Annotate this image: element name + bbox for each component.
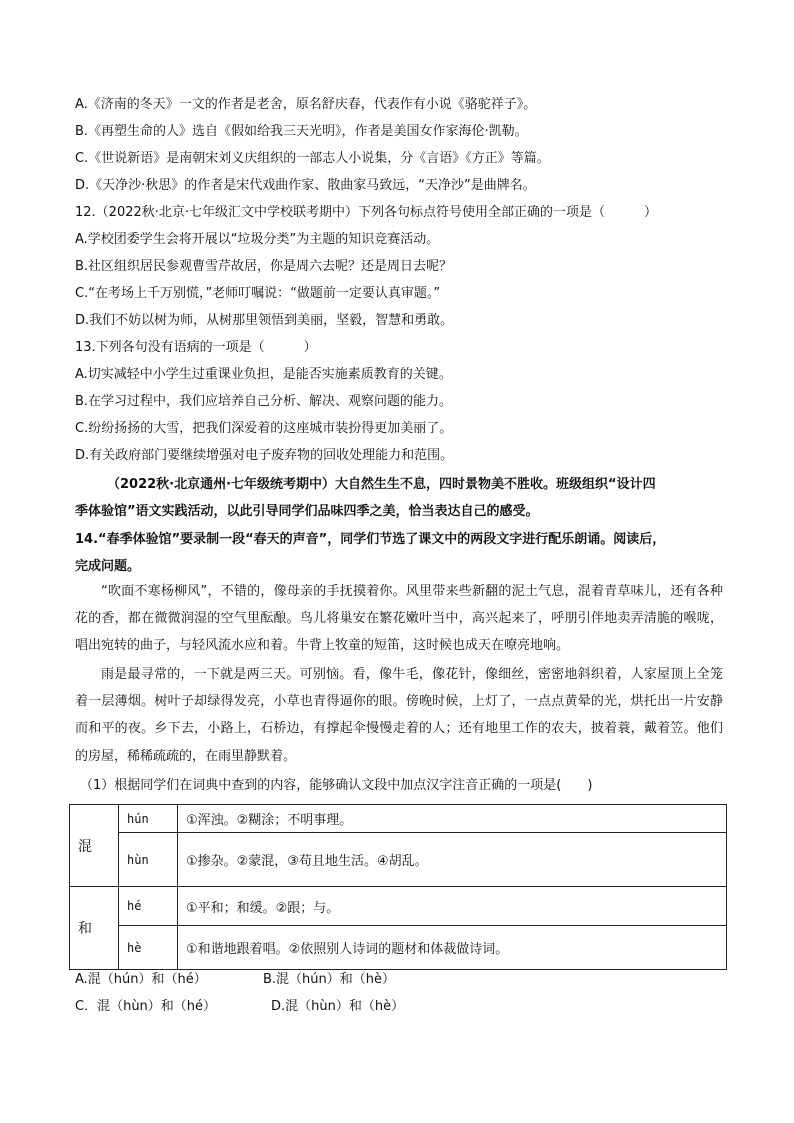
table-row xyxy=(70,926,727,970)
pinyin-cell: hùn xyxy=(119,833,178,887)
meaning-cell: ①浑浊。②糊涂；不明事理。 xyxy=(178,805,727,833)
q12-option-b: B.社区组织居民参观曹雪芹故居，你是周六去呢？还是周日去呢？ xyxy=(75,259,453,274)
q13-option-c: C.纷纷扬扬的大雪，把我们深爱着的这座城市装扮得更加美丽了。 xyxy=(75,421,453,436)
q14-stem-line2: 完成问题。 xyxy=(75,559,141,574)
q11-option-b: B.《再塑生命的人》选自《假如给我三天光明》，作者是美国女作家海伦·凯勒。 xyxy=(75,124,528,139)
q11-option-c: C.《世说新语》是南朝宋刘义庆组织的一部志人小说集，分《言语》《方正》等篇。 xyxy=(75,151,550,166)
dictionary-table xyxy=(69,804,727,970)
q13-option-a: A.切实减轻中小学生过重课业负担，是能否实施素质教育的关键。 xyxy=(75,367,452,382)
meaning-cell: ①掺杂。②蒙混，③苟且地生活。④胡乱。 xyxy=(178,833,727,887)
q12-stem: 12.（2022秋·北京·七年级汇文中学校联考期中）下列各句标点符号使用全部正确的一项是（ ） xyxy=(75,205,658,220)
meaning-cell: ①和谐地跟着唱。②依照别人诗词的题材和体裁做诗词。 xyxy=(178,926,727,970)
table-row xyxy=(70,833,727,887)
pinyin-cell: hún xyxy=(119,805,178,833)
answer-option-c: C．混（hùn）和（hé） xyxy=(75,999,217,1014)
q12-option-c: C.“在考场上千万别慌，”老师叮嘱说：“做题前一定要认真审题。” xyxy=(75,286,441,301)
q11-option-d: D.《天净沙·秋思》的作者是宋代戏曲作家、散曲家马致远，“天净沙”是曲牌名。 xyxy=(75,178,536,193)
sub-question-1: （1）根据同学们在词典中查到的内容，能够确认文段中加点汉字注音正确的一项是( ) xyxy=(80,778,593,793)
passage-paragraph-1: “吹面不寒杨柳风”，不错的，像母亲的手抚摸着你。风里带来些新翻的泥土气息，混着青草味儿，还有各种花的香，都在微微润湿的空气里酝酿。鸟儿将巢安在繁花嫩叶当中，高兴起来了，呼朋引伴地卖弄清脆的喉咙，唱出宛转的曲子，与轻风流水应和着。牛背上牧童的短笛，这时候也成天在嘹亮地响。 xyxy=(75,584,723,654)
activity-intro-line2: 季体验馆”语文实践活动，以此引导同学们品味四季之美，恰当表达自己的感受。 xyxy=(75,504,539,519)
dictionary-char-hun: 混 xyxy=(70,805,119,887)
answer-option-a: A.混（hún）和（hé） xyxy=(75,972,207,987)
passage-paragraph-2: 雨是最寻常的，一下就是两三天。可别恼。看，像牛毛，像花针，像细丝，密密地斜织着，人家屋顶上全笼着一层薄烟。树叶子却绿得发亮，小草也青得逼你的眼。傍晚时候，上灯了，一点点黄晕的光，烘托出一片安静而和平的夜。乡下去，小路上，石桥边，有撑起伞慢慢走着的人；还有地里工作的农夫，披着蓑，戴着笠。他们的房屋，稀稀疏疏的，在雨里静默着。 xyxy=(75,667,723,764)
activity-intro-line1: （2022秋·北京通州·七年级统考期中）大自然生生不息，四时景物美不胜收。班级组织“设计四 xyxy=(107,477,656,492)
table-row xyxy=(70,805,727,833)
q12-option-d: D.我们不妨以树为师，从树那里领悟到美丽，坚毅，智慧和勇敢。 xyxy=(75,313,454,328)
meaning-cell: ①平和；和缓。②跟；与。 xyxy=(178,887,727,926)
q11-option-a: A.《济南的冬天》一文的作者是老舍，原名舒庆春，代表作有小说《骆驼祥子》。 xyxy=(75,97,537,112)
answer-option-d: D.混（hùn）和（hè） xyxy=(271,999,405,1014)
q12-option-a: A.学校团委学生会将开展以“垃圾分类”为主题的知识竞赛活动。 xyxy=(75,232,440,247)
q14-stem-line1: 14.“春季体验馆”要录制一段“春天的声音”，同学们节选了课文中的两段文字进行配乐朗诵。阅读后， xyxy=(75,532,666,547)
pinyin-cell: hè xyxy=(119,926,178,970)
dictionary-char-he: 和 xyxy=(70,887,119,970)
table-row xyxy=(70,887,727,926)
pinyin-cell: hé xyxy=(119,887,178,926)
answer-option-b: B.混（hún）和（hè） xyxy=(263,972,396,987)
q13-option-b: B.在学习过程中，我们应培养自己分析、解决、观察问题的能力。 xyxy=(75,394,453,409)
q13-option-d: D.有关政府部门要继续增强对电子废弃物的回收处理能力和范围。 xyxy=(75,448,454,463)
q13-stem: 13.下列各句没有语病的一项是（ ） xyxy=(75,340,317,355)
